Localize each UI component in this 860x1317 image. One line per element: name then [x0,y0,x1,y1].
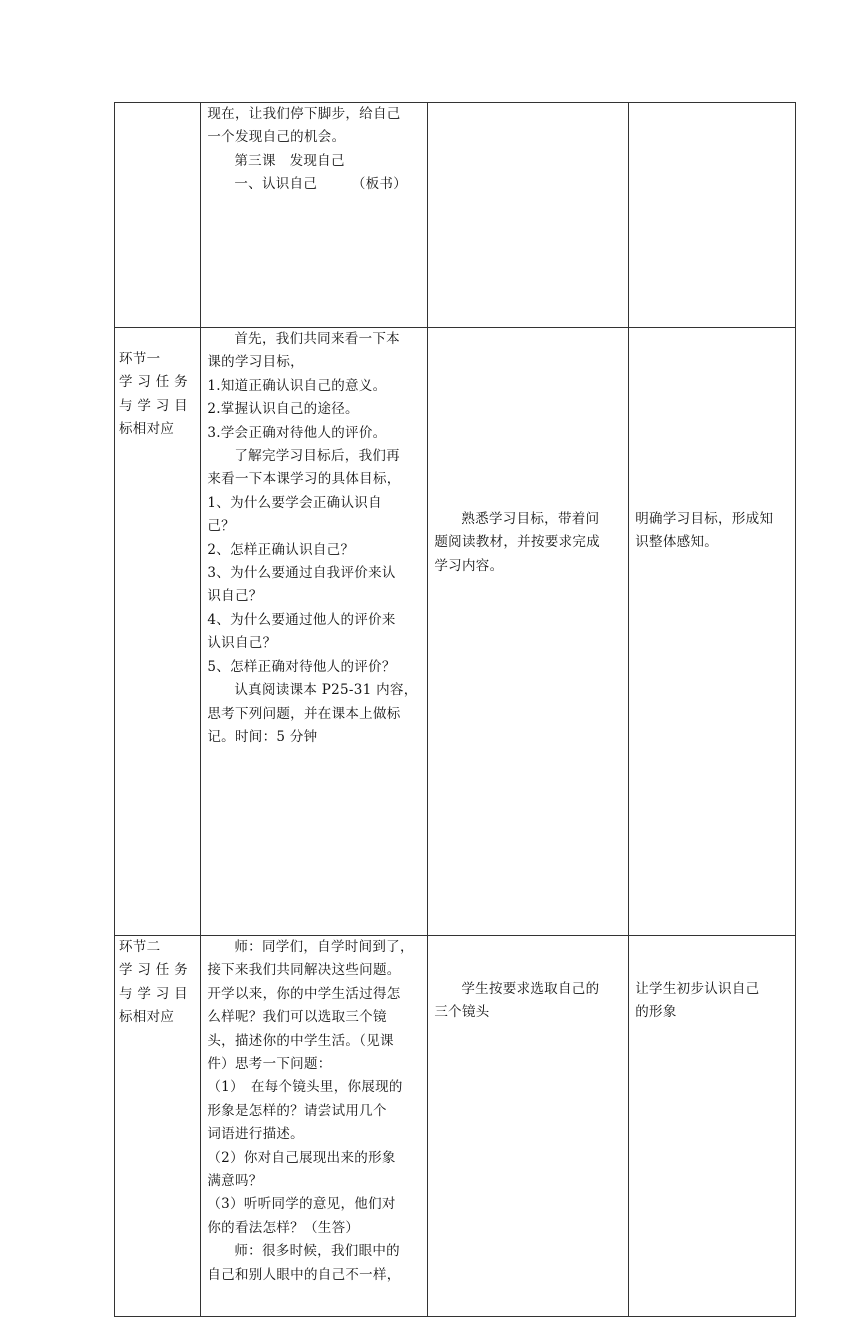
teacher-text-line: 形象是怎样的？请尝试用几个 [207,1102,387,1119]
student-text-line: 题阅读教材，并按要求完成 [434,534,600,551]
teacher-text-line: 4、为什么要通过他人的评价来 [207,611,396,628]
teacher-text-line: （3）听听同学的意见，他们对 [207,1196,396,1213]
student-text-line: 学习内容。 [434,557,504,574]
teacher-text-line: 一个发现自己的机会。 [207,129,346,146]
teacher-text-line: 接下来我们共同解决这些问题。 [207,962,401,979]
table-row [115,328,796,936]
teacher-activity-cell [201,936,428,1317]
student-text-line: 熟悉学习目标，带着问 [461,511,600,527]
teacher-text-line: 首先，我们共同来看一下本 [234,331,400,347]
stage-label-line: 标相对应 [119,1009,175,1026]
teacher-text-line: 1.知道正确认识自己的意义。 [207,377,387,394]
teacher-text-line: 一、认识自己 （板书） [234,176,408,193]
teacher-text-line: 现在，让我们停下脚步，给自己 [207,106,401,122]
teacher-text-line: 词语进行描述。 [207,1126,304,1143]
intent-text-line: 让学生初步认识自己 [635,981,760,997]
student-activity-cell [428,103,629,328]
teacher-text-line: 记。时间：5 分钟 [207,728,318,745]
stage-text [115,936,200,1030]
teacher-text-line: 3、为什么要通过自我评价来认 [207,565,396,582]
stage-label-line: 学 习 任 务 [119,374,188,391]
teacher-activity-text [201,936,427,1287]
lesson-plan-table [114,102,796,1317]
teacher-text-line: 来看一下本课学习的具体目标， [207,471,401,488]
stage-label-line: 与 学 习 目 [119,985,188,1002]
teacher-text-line: 思考下列问题，并在课本上做标 [207,705,401,722]
teacher-text-line: 自己和别人眼中的自己不一样， [207,1266,401,1283]
stage-label-line: 学 习 任 务 [119,962,188,979]
teacher-text-line: 第三课 发现自己 [234,152,345,169]
teacher-text-line: 开学以来，你的中学生活过得怎 [207,985,401,1002]
teacher-text-line: 认识自己？ [207,635,277,652]
student-activity-text [428,508,628,578]
teacher-text-line: 么样呢？我们可以选取三个镜 [207,1009,387,1026]
table-row [115,936,796,1317]
teacher-activity-text [201,328,427,749]
teacher-text-line: 了解完学习目标后，我们再 [234,448,400,465]
intent-text-line: 识整体感知。 [635,534,719,551]
teacher-text-line: 2.掌握认识自己的途径。 [207,401,359,418]
teacher-text-line: 识自己？ [207,588,263,605]
teacher-text-line: （1） 在每个镜头里，你展现的 [207,1079,403,1096]
student-text-line: 三个镜头 [434,1004,490,1021]
teacher-text-line: 5、怎样正确对待他人的评价？ [207,658,396,675]
design-intent-cell [629,936,796,1317]
teacher-text-line: 满意吗？ [207,1173,263,1190]
design-intent-cell [629,328,796,936]
teacher-text-line: 件）思考一下问题： [207,1056,332,1073]
teacher-text-line: 1、为什么要学会正确认识自 [207,494,382,511]
stage-label-line: 环节二 [119,939,161,955]
table-row [115,103,796,328]
teacher-text-line: 师：很多时候，我们眼中的 [234,1243,400,1260]
design-intent-cell [629,103,796,328]
design-intent-text [629,508,795,555]
teacher-activity-text [201,103,427,197]
teacher-text-line: 师：同学们，自学时间到了， [234,939,414,955]
teacher-text-line: 认真阅读课本 P25-31 内容， [234,682,418,699]
stage-cell [115,103,201,328]
stage-cell [115,328,201,936]
student-text-line: 学生按要求选取自己的 [461,981,600,997]
intent-text-line: 的形象 [635,1004,677,1021]
teacher-text-line: 3.学会正确对待他人的评价。 [207,424,387,441]
teacher-activity-cell [201,103,428,328]
student-activity-cell [428,936,629,1317]
teacher-text-line: 己？ [207,518,235,535]
stage-text [115,348,200,442]
stage-cell [115,936,201,1317]
teacher-text-line: 课的学习目标， [207,354,304,371]
student-activity-cell [428,328,629,936]
teacher-text-line: 头，描述你的中学生活。（见课 [207,1032,394,1049]
design-intent-text [629,978,795,1025]
intent-text-line: 明确学习目标，形成知 [635,511,774,527]
stage-label-line: 标相对应 [119,421,175,438]
stage-label-line: 环节一 [119,351,161,367]
stage-label-line: 与 学 习 目 [119,397,188,414]
student-activity-text [428,978,628,1025]
teacher-text-line: 你的看法怎样？（生答） [207,1219,360,1236]
teacher-activity-cell [201,328,428,936]
teacher-text-line: （2）你对自己展现出来的形象 [207,1149,396,1166]
teacher-text-line: 2、怎样正确认识自己？ [207,541,355,558]
